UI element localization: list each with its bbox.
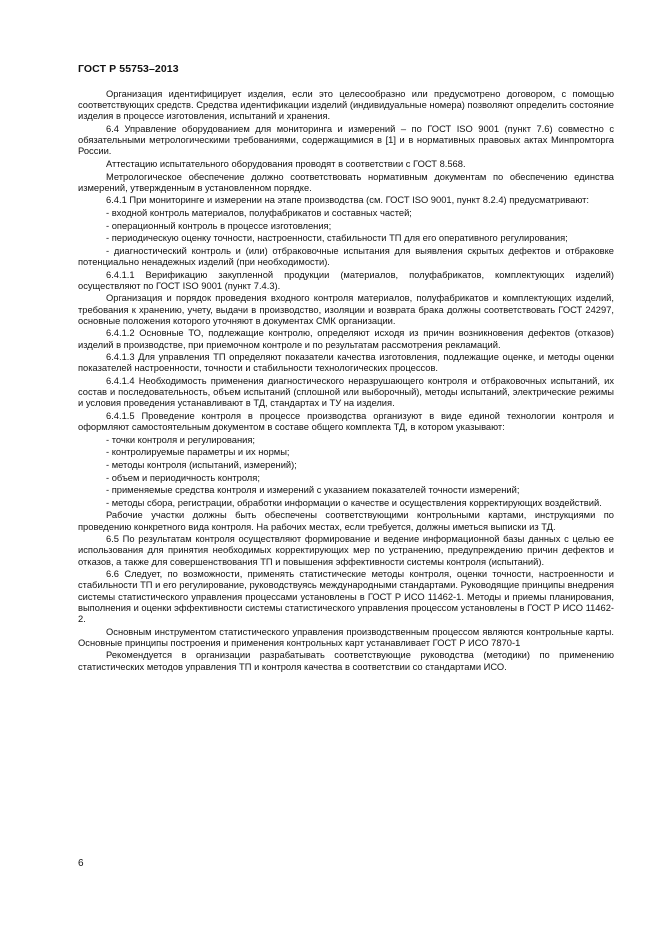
list-item: - диагностический контроль и (или) отбраковочные испытания для выявления скрытых дефектов и отбраковке потенциально ненадежных изделий (при необходимости). <box>78 245 614 267</box>
document-body <box>78 89 614 674</box>
paragraph: Организация идентифицирует изделия, если это целесообразно или предусмотрено договором, с помощью соответствующих средств. Средства идентификации изделий (индивидуальные номера) позволяют определить состояние изделия в процессе изготовления, испытаний и хранения. <box>78 89 614 122</box>
page-number: 6 <box>78 858 84 869</box>
paragraph: Рекомендуется в организации разрабатывать соответствующие руководства (методики) по применению статистических методов управления ТП и контроля качества в соответствии со стандартами ИСО. <box>78 650 614 672</box>
list-item: - применяемые средства контроля и измерений с указанием показателей точности измерений; <box>106 485 520 496</box>
list-item: - объем и периодичность контроля; <box>106 472 260 483</box>
paragraph: 6.4.1.1 Верификацию закупленной продукции (материалов, полуфабрикатов, комплектующих изделий) осуществляют по ГОСТ ISO 9001 (пункт 7.4.3). <box>78 269 614 291</box>
list-item: - операционный контроль в процессе изготовления; <box>106 220 332 231</box>
list-item: - точки контроля и регулирования; <box>106 434 256 445</box>
paragraph: 6.6 Следует, по возможности, применять статистические методы контроля, оценки точности, настроенности и стабильности ТП и его регулирование, руководствуясь международными стандартами. Руководящие принципы внедрения системы статистического управления процессами установлены в ГОСТ Р ИСО 11462-1. Методы и приемы планирования, выполнения и оценки эффективности системы статистического управления процессом установлены в ГОСТ Р ИСО 11462-2. <box>78 569 614 624</box>
list-item: - входной контроль материалов, полуфабрикатов и составных частей; <box>106 207 412 218</box>
paragraph: 6.4.1.5 Проведение контроля в процессе производства организуют в виде единой технологии контроля и оформляют самостоятельным документом в составе общего комплекта ТД, в котором указывают: <box>78 410 614 433</box>
paragraph: Аттестацию испытательного оборудования проводят в соответствии с ГОСТ 8.568. <box>106 159 466 169</box>
paragraph: 6.4.1 При мониторинге и измерении на этапе производства (см. ГОСТ ISO 9001, пункт 8.2.4) предусматривают: <box>106 195 590 206</box>
paragraph: 6.5 По результатам контроля осуществляют формирование и ведение информационной базы данных с целью ее использования для принятия необходимых корректирующих мер по устранению, предупреждению причин дефектов и отказов, а также для совершенствования ТП и повышения эффективности системы контроля (испытаний). <box>78 534 614 567</box>
paragraph: Организация и порядок проведения входного контроля материалов, полуфабрикатов и комплектующих изделий, требования к хранению, учету, выдачи в производство, изоляции и возврата брака должны соответствовать ГОСТ 24297, основные положения которого уточняют в документах СМК организации. <box>78 293 614 326</box>
list-item: - методы контроля (испытаний, измерений); <box>106 459 297 470</box>
list-item: - периодическую оценку точности, настроенности, стабильности ТП для его оперативного регулирования; <box>106 233 568 244</box>
document-header: ГОСТ Р 55753–2013 <box>78 63 179 75</box>
paragraph: Метрологическое обеспечение должно соответствовать нормативным документам по обеспечению единства измерений, утвержденным в установленном порядке. <box>78 171 614 193</box>
list-item: - методы сбора, регистрации, обработки информации о качестве и осуществления корректирующих воздействий. <box>106 497 602 508</box>
paragraph: 6.4 Управление оборудованием для мониторинга и измерений – по ГОСТ ISO 9001 (пункт 7.6) совместно с обязательными метрологическими требованиями, содержащимися в [1] и в нормативных правовых актах Минпромторга России. <box>78 124 614 157</box>
paragraph: 6.4.1.3 Для управления ТП определяют показатели качества изготовления, подлежащие оценке, и методы оценки показателей настроенности, точности и стабильности технологических процессов. <box>78 352 614 374</box>
paragraph: Рабочие участки должны быть обеспечены соответствующими контрольными картами, инструкциями по проведению конкретного вида контроля. На рабочих местах, если требуется, должны иметься выписки из ТД. <box>78 510 614 532</box>
paragraph: 6.4.1.4 Необходимость применения диагностического неразрушающего контроля и отбраковочных испытаний, их состав и последовательность, объем испытаний (сплошной или выборочный), методы испытаний, электрические режимы и условия проведения устанавливают в ТД, стандартах и ТУ на изделия. <box>78 375 614 409</box>
list-item: - контролируемые параметры и их нормы; <box>106 447 290 458</box>
paragraph: Основным инструментом статистического управления производственным процессом являются контрольные карты. Основные принципы построения и применения контрольных карт устанавливает ГОСТ Р ИСО 7870-1 <box>78 626 614 648</box>
paragraph: 6.4.1.2 Основные ТО, подлежащие контролю, определяют исходя из причин возникновения дефектов (отказов) изделий в производстве, при приемочном контроле и по результатам рассмотрения рекламаций. <box>78 328 614 350</box>
